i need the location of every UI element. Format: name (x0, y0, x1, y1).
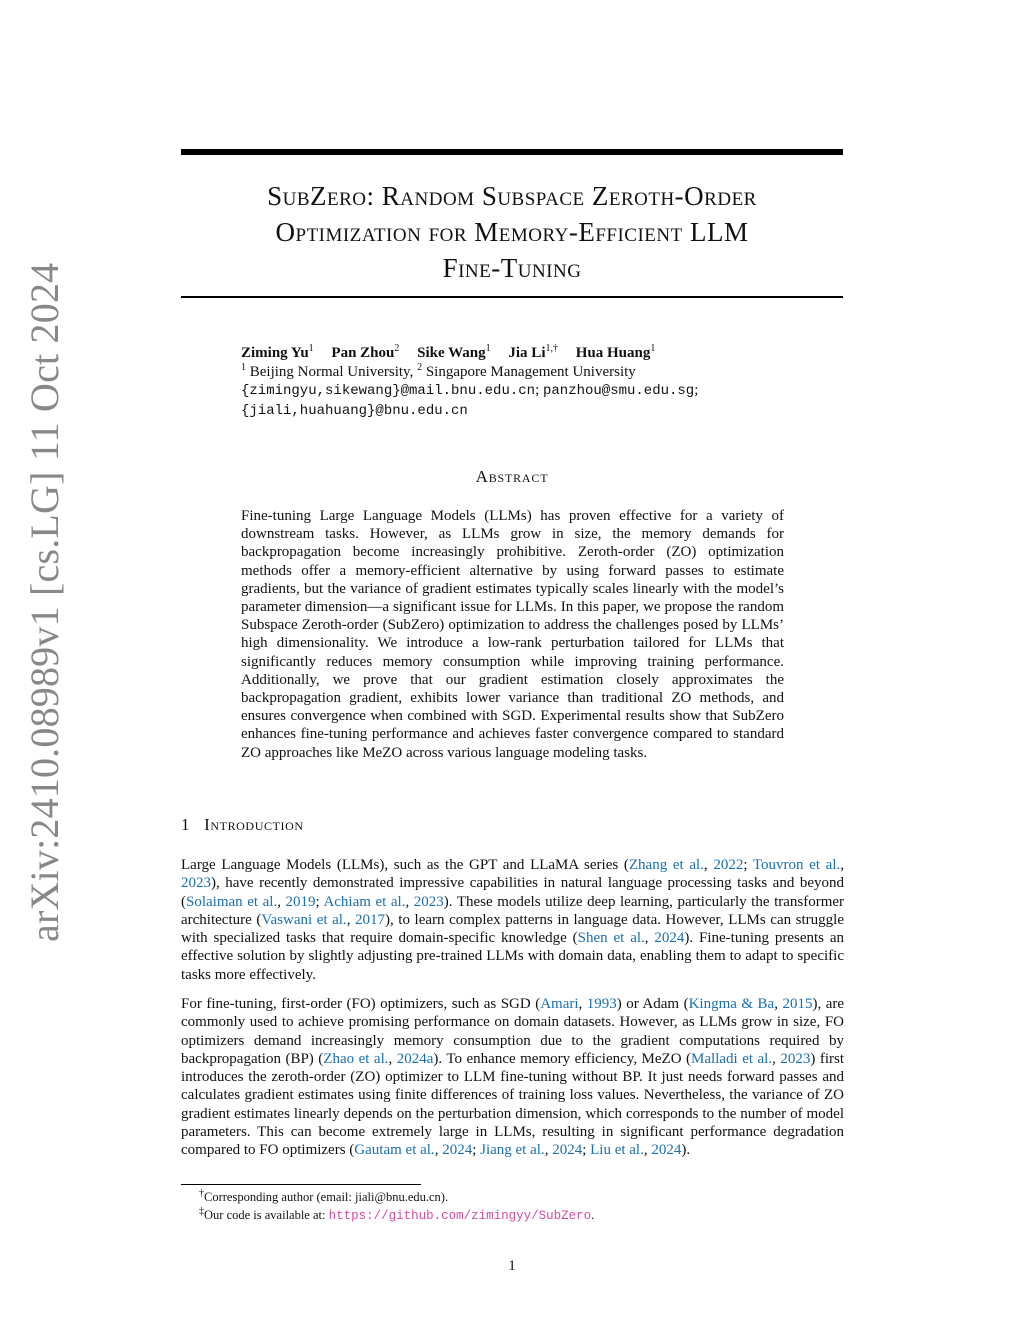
citation-link[interactable]: Malladi et al. (691, 1050, 773, 1067)
citation-link[interactable]: Zhao et al. (323, 1050, 389, 1067)
citation-link[interactable]: 2024 (552, 1142, 583, 1159)
abstract-heading: Abstract (475, 467, 549, 486)
email[interactable]: {jiali,huahuang}@bnu.edu.cn (241, 402, 468, 419)
arxiv-stamp: arXiv:2410.08989v1 [cs.LG] 11 Oct 2024 (22, 262, 67, 942)
section-heading (181, 815, 304, 835)
title-rule-bottom (181, 296, 843, 298)
title-rule-top (181, 149, 843, 155)
title-line-1: SubZero: Random Subspace Zeroth-Order (267, 181, 757, 211)
emails-line-1: {zimingyu,sikewang}@mail.bnu.edu.cn; panzhou@smu.edu.sg; (241, 382, 699, 399)
paper-title (181, 178, 843, 286)
citation-link[interactable]: Solaiman et al. (186, 893, 278, 910)
citation-link[interactable]: 2022 (713, 857, 744, 873)
citation-link[interactable]: 2017 (355, 911, 385, 928)
email[interactable]: panzhou@smu.edu.sg (542, 383, 695, 399)
footnote-1: †Corresponding author (email: jiali@bnu.edu.cn). (199, 1187, 449, 1204)
citation-link[interactable]: 2023 (780, 1050, 811, 1067)
affiliations: $^1$ Beijing Normal University, $^2$ Singapore Management University (241, 361, 636, 380)
citation-link[interactable]: Zhang et al. (628, 857, 704, 873)
citation-link[interactable]: Achiam et al. (323, 893, 406, 910)
citation-link[interactable]: Kingma & Ba (688, 996, 775, 1012)
citation-link[interactable]: Amari (540, 996, 579, 1012)
author: Hua Huang$^1$ (575, 343, 656, 361)
citation-link[interactable]: 2024 (654, 930, 685, 947)
section-title: Introduction (204, 815, 304, 834)
code-url-link[interactable]: https://github.com/zimingyy/SubZero (328, 1209, 592, 1223)
citation-link[interactable]: Touvron et al. (752, 857, 841, 873)
citation-link[interactable]: 1993 (586, 996, 617, 1012)
footnote-2: ‡Our code is available at: https://github.com/zimingyy/SubZero. (199, 1205, 595, 1223)
citation-link[interactable]: Vaswani et al. (261, 911, 347, 928)
author-block (241, 344, 841, 420)
citation-link[interactable]: 2024 (651, 1142, 682, 1159)
citation-link[interactable]: Liu et al. (590, 1142, 644, 1159)
abstract-text: Fine-tuning Large Language Models (LLMs) has proven effective for a variety of downstream tasks. However, as LLMs grow in size, the memory demands for backpropagation become increasingly prohibitive. Zeroth-order (ZO) optimization methods offer a memory-efficient alternative by using forward passes to estimate gradients, but the variance of gradient estimates typically scales linearly with the model’s parameter dimension—a significant issue for LLMs. In this paper, we propose the random Subspace Zeroth-order (SubZero) optimization to address the challenges posed by LLMs’ high dimensionality. We introduce a low-rank perturbation tailored for LLMs that significantly reduces memory consumption while improving training performance. Additionally, we prove that our gradient estimation closely approximates the backpropagation gradient, exhibits lower variance than traditional ZO methods, and ensures convergence when combined with SGD. Experimental results show that SubZero enhances fine-tuning performance and achieves faster convergence compared to standard ZO approaches like MeZO across various language modeling tasks. (241, 508, 784, 761)
author-names (241, 344, 841, 363)
title-line-3: Fine-Tuning (442, 253, 582, 283)
author: Pan Zhou$^2$ (331, 343, 400, 361)
intro-paragraph-1: Large Language Models (LLMs), such as the GPT and LLaMA series (Zhang et al., 2022; Touvron et al., 2023), have recently demonstrated impressive capabilities in natural language processing tasks and beyond (Solaiman et al., 2019; Achiam et al., 2023). These models utilize deep learning, particularly the transformer architecture (Vaswani et al., 2017), to learn complex patterns in language data. However, LLMs can struggle with specialized tasks that require domain-specific knowledge (Shen et al., 2024). Fine-tuning presents an effective solution by slightly adjusting pre-trained LLMs with domain data, enabling them to adapt to specific tasks more effectively. (181, 857, 845, 983)
footnote-rule (181, 1184, 421, 1185)
citation-link[interactable]: 2015 (782, 996, 813, 1012)
citation-link[interactable]: 2023 (413, 893, 444, 910)
citation-link[interactable]: 2024 (442, 1142, 473, 1159)
author: Sike Wang$^1$ (417, 343, 491, 361)
page-number: 1 (508, 1258, 516, 1274)
title-line-2: Optimization for Memory-Efficient LLM (275, 217, 749, 247)
citation-link[interactable]: 2023 (181, 875, 211, 892)
intro-paragraph-2: For fine-tuning, first-order (FO) optimizers, such as SGD (Amari, 1993) or Adam (Kingma & Ba, 2015), are commonly used to achieve promising performance on domain datasets. However, as LLMs grow in size, FO optimizers demand increasingly memory consumption due to the gradient computations required by backpropagation (BP) (Zhao et al., 2024a). To enhance memory efficiency, MeZO (Malladi et al., 2023) first introduces the zeroth-order (ZO) optimizer to LLM fine-tuning without BP. It just needs forward passes and calculates gradient estimates using finite differences of training loss values. Nevertheless, the variance of ZO gradient estimates linearly depends on the perturbation dimension, which corresponds to the number of model parameters. This can become extremely large in LLMs, resulting in significant performance degradation compared to FO optimizers (Gautam et al., 2024; Jiang et al., 2024; Liu et al., 2024). (181, 996, 845, 1159)
citation-link[interactable]: 2019 (285, 893, 316, 910)
citation-link[interactable]: Gautam et al. (354, 1142, 435, 1159)
citation-link[interactable]: Shen et al. (577, 930, 645, 947)
citation-link[interactable]: 2024a (396, 1050, 434, 1067)
citation-link[interactable]: Jiang et al. (480, 1142, 545, 1159)
section-number: 1 (181, 815, 191, 834)
author: Jia $Li^{1,\dagger}$ (508, 343, 558, 361)
email[interactable]: {zimingyu,sikewang}@mail.bnu.edu.cn (241, 383, 536, 399)
author: Ziming Yu$^1$ (241, 343, 314, 361)
emails-line-2 (241, 401, 841, 421)
